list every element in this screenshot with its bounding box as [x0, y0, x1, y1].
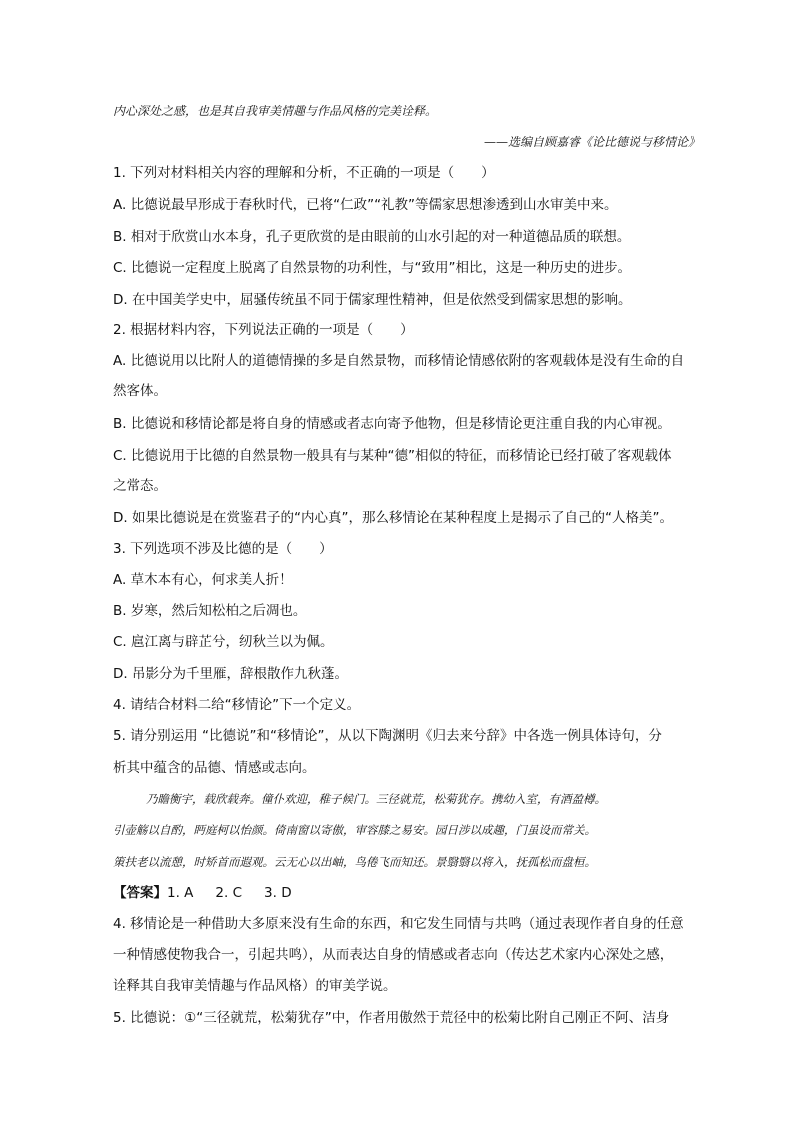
answer-item-2: 2. C: [215, 885, 243, 901]
poem-line-3: 策扶老以流憩，时矫首而遐观。云无心以出岫，鸟倦飞而知还。景翳翳以将入，抚孤松而盘桓。: [113, 855, 596, 869]
question-1-option-a: A. 比德说最早形成于春秋时代，已将“仁政”“礼教”等儒家思想渗透到山水审美中来。: [113, 197, 618, 213]
question-1-option-c: C. 比德说一定程度上脱离了自然景物的功利性，与“致用”相比，这是一种历史的进步。: [113, 260, 631, 276]
question-3-option-a: A. 草木本有心，何求美人折！: [113, 572, 293, 588]
explanation-4-line-1: 4. 移情论是一种借助大多原来没有生命的东西，和它发生同情与共鸣（通过表现作者自身的任意: [113, 916, 684, 932]
question-3-option-d: D. 吊影分为千里雁，辞根散作九秋蓬。: [113, 666, 348, 682]
question-5-stem-cont: 析其中蕴含的品德、情感或志向。: [113, 760, 316, 776]
question-2-option-c: C. 比德说用于比德的自然景物一般具有与某种“德”相似的特征，而移情论已经打破了客观载体: [113, 448, 672, 464]
question-1-option-b: B. 相对于欣赏山水本身，孔子更欣赏的是由眼前的山水引起的对一种道德品质的联想。: [113, 229, 631, 245]
question-1-stem: 1. 下列对材料相关内容的理解和分析，不正确的一项是（ ）: [113, 165, 495, 181]
answer-item-1: 1. A: [167, 885, 194, 901]
answer-line: [113, 883, 703, 903]
passage-source: ——选编自顾嘉睿《论比德说与移情论》: [483, 135, 700, 149]
question-3-stem: 3. 下列选项不涉及比德的是（ ）: [113, 541, 333, 557]
poem-line-2: 引壶觞以自酌，眄庭柯以怡颜。倚南窗以寄傲，审容膝之易安。园日涉以成趣，门虽设而常关。: [113, 823, 596, 837]
question-2-option-d: D. 如果比德说是在赏鉴君子的“内心真”，那么移情论在某种程度上是揭示了自己的“人格美”。: [113, 510, 673, 526]
explanation-5-line-1: 5. 比德说：①“三径就荒，松菊犹存”中，作者用傲然于荒径中的松菊比附自己刚正不阿、洁身: [113, 1010, 670, 1026]
question-2-option-a: A. 比德说用以比附人的道德情操的多是自然景物，而移情论情感依附的客观载体是没有生命的自: [113, 353, 685, 369]
question-2-stem: 2. 根据材料内容，下列说法正确的一项是（ ）: [113, 322, 414, 338]
explanation-4-line-2: 一种情感使物我合一，引起共鸣），从而表达自身的情感或者志向（传达艺术家内心深处之感，: [113, 947, 674, 963]
passage-tail: 内心深处之感，也是其自我审美情趣与作品风格的完美诠释。: [113, 104, 438, 118]
question-3-option-c: C. 扈江离与辟芷兮，纫秋兰以为佩。: [113, 634, 334, 650]
explanation-4-line-3: 诠释其自我审美情趣与作品风格）的审美学说。: [113, 978, 397, 994]
answer-label: 【答案】: [113, 885, 167, 901]
question-2-option-a-cont: 然客体。: [113, 383, 167, 399]
question-4-stem: 4. 请结合材料二给“移情论”下一个定义。: [113, 697, 361, 713]
question-5-stem: 5. 请分别运用 “比德说”和“移情论”，从以下陶渊明《归去来兮辞》中各选一例具体诗句，分: [113, 728, 662, 744]
question-2-option-c-cont: 之常态。: [113, 478, 167, 494]
question-2-option-b: B. 比德说和移情论都是将自身的情感或者志向寄予他物，但是移情论更注重自我的内心审视。: [113, 416, 671, 432]
answer-item-3: 3. D: [264, 885, 292, 901]
question-1-option-d: D. 在中国美学史中，屈骚传统虽不同于儒家理性精神，但是依然受到儒家思想的影响。: [113, 292, 632, 308]
question-3-option-b: B. 岁寒，然后知松柏之后凋也。: [113, 603, 307, 619]
poem-line-1: 乃瞻衡宇，载欣载奔。僮仆欢迎，稚子候门。三径就荒，松菊犹存。携幼入室，有酒盈樽。: [146, 792, 606, 806]
